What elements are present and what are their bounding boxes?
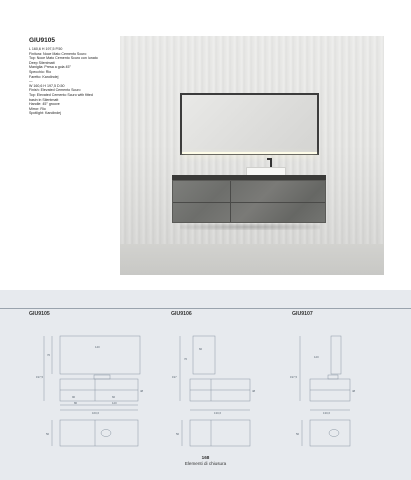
- dim-label: 120: [112, 401, 117, 405]
- spec-line: Top: Elevated Cemento Scuro with fitted: [29, 92, 93, 97]
- dim-label: 60: [199, 347, 203, 351]
- product-code: GIU9105: [29, 37, 56, 44]
- technical-drawings: [0, 320, 411, 455]
- spec-line: Finitura: Noce Mato Cemento Scuro: [29, 51, 87, 56]
- elevation-basin: [328, 375, 338, 379]
- dim-label: 160,6: [92, 411, 99, 415]
- wall-shading: [120, 36, 384, 275]
- dim-label: 130,6: [214, 411, 221, 415]
- drawer-divider-vertical: [230, 181, 231, 222]
- dim-label: 48: [140, 389, 144, 393]
- dim-label: 90: [72, 395, 76, 399]
- spec-line: Maniglia: Presa a gola 45°: [29, 65, 71, 70]
- dim-label: 80: [74, 401, 78, 405]
- spec-line: Mirror: Rio: [29, 106, 46, 111]
- elevation-basin: [94, 375, 110, 379]
- spec-line: Spotlight: Kandindej: [29, 111, 61, 116]
- dim-label: 50: [296, 432, 300, 436]
- drawing-label-right: GIU9107: [292, 311, 313, 317]
- cabinet-shadow: [180, 224, 320, 230]
- product-photo: [120, 36, 384, 275]
- dim-label: 48: [352, 389, 356, 393]
- elevation-mirror: [60, 336, 140, 374]
- drawing-left: [44, 336, 140, 446]
- plan-view: [190, 420, 250, 446]
- plan-view: [60, 420, 138, 446]
- elevation-mirror-narrow: [331, 336, 341, 374]
- dim-label: 50: [46, 432, 50, 436]
- mirror: [180, 93, 319, 155]
- spec-line: L 160,6 H 197,5 P.50: [29, 47, 63, 51]
- drawing-label-left: GIU9105: [29, 311, 50, 317]
- spec-block: [29, 37, 119, 116]
- plan-basin: [329, 430, 339, 437]
- dim-label: 70: [184, 357, 188, 361]
- vanity-cabinet: [172, 180, 326, 223]
- page-number: 168: [201, 455, 210, 460]
- spec-line: —: [29, 79, 33, 84]
- spec-line: Handle: 45° groove: [29, 102, 60, 107]
- dim-label: 197: [172, 375, 177, 379]
- drawing-middle-labels: [172, 347, 256, 436]
- dim-label: 50: [176, 432, 180, 436]
- spec-line: Deep Silentmatt: [29, 60, 55, 65]
- spec-line: Specchio: Rio: [29, 69, 52, 74]
- spec-line: W 160,6 H 197,5 D.50: [29, 83, 65, 88]
- spotlight-glow: [182, 152, 317, 154]
- dim-label: 140: [95, 345, 100, 349]
- plan-basin: [101, 430, 111, 437]
- footer-caption: Elementi di chiusura: [184, 461, 227, 466]
- dim-label: 130,6: [323, 411, 330, 415]
- spec-line: basin in Silentmatt: [29, 97, 59, 102]
- drawer-divider-horizontal: [173, 202, 325, 203]
- dim-label: 197,5: [290, 375, 297, 379]
- drawing-right: [300, 336, 350, 446]
- spec-line: Top: Noce Mato Cemento Scuro con lunato: [29, 56, 98, 61]
- drawing-middle: [180, 336, 250, 446]
- dim-label: 60: [112, 395, 116, 399]
- plan-view: [310, 420, 350, 446]
- page-footer: [0, 455, 411, 467]
- spec-line: Faretto: Kandindej: [29, 74, 59, 79]
- drawing-label-middle: GIU9106: [171, 311, 192, 317]
- elevation-mirror-small: [193, 336, 215, 374]
- spec-line: Finish: Elevated Cemento Scuro: [29, 88, 81, 93]
- floor: [120, 244, 384, 275]
- dim-label: 48: [252, 389, 256, 393]
- dim-label: 120: [314, 355, 319, 359]
- dim-label: 197,5: [36, 375, 43, 379]
- section-divider: [0, 308, 411, 309]
- dim-label: 70: [47, 353, 51, 357]
